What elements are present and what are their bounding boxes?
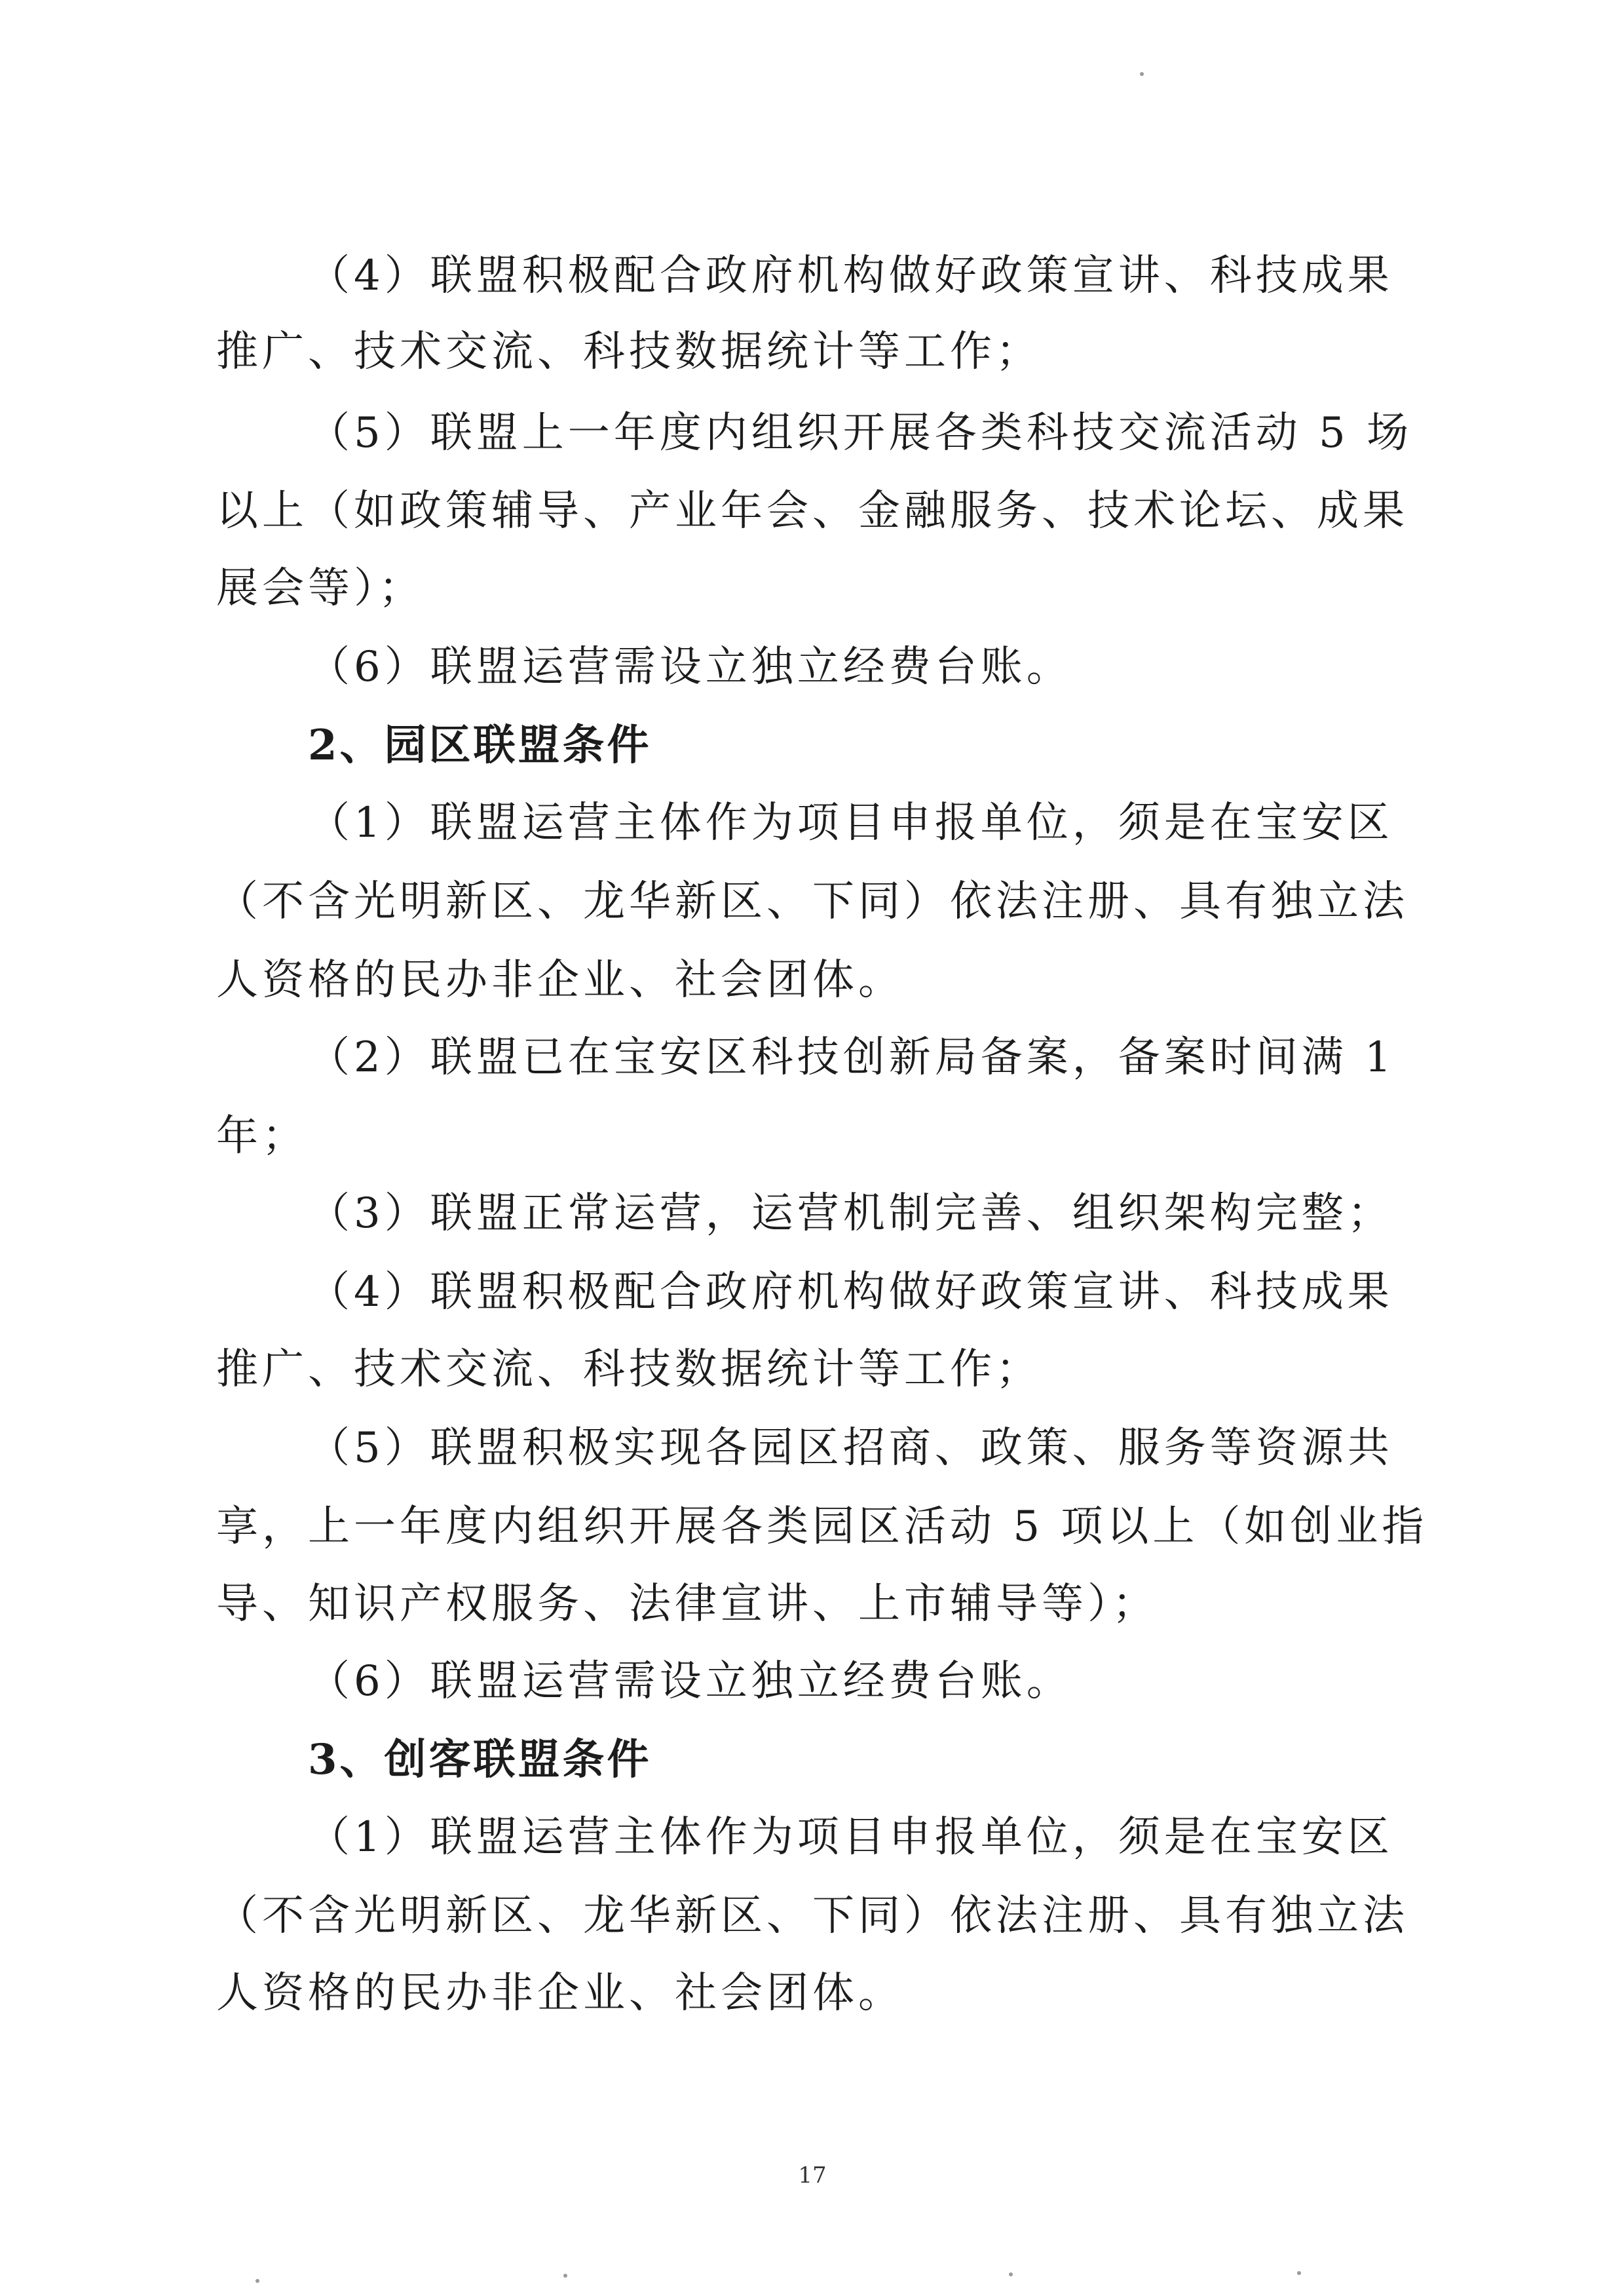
paragraph-line: （1）联盟运营主体作为项目申报单位，须是在宝安区 <box>308 1813 1393 1862</box>
paragraph-line: （4）联盟积极配合政府机构做好政策宣讲、科技成果 <box>308 1268 1393 1316</box>
scan-speck <box>255 2279 259 2283</box>
paragraph-line: 展会等）； <box>216 564 425 613</box>
paragraph-line: 推广、技术交流、科技数据统计等工作； <box>216 1345 1042 1394</box>
scan-speck <box>1009 2272 1013 2276</box>
section-heading: 2、园区联盟条件 <box>308 721 652 770</box>
paragraph-line: 人资格的民办非企业、社会团体。 <box>216 956 904 1004</box>
scan-speck <box>563 2274 567 2278</box>
paragraph-line: （3）联盟正常运营，运营机制完善、组织架构完整； <box>308 1189 1393 1238</box>
section-heading: 3、创客联盟条件 <box>308 1735 652 1784</box>
paragraph-line: 享，上一年度内组织开展各类园区活动 5 项以上（如创业指 <box>216 1502 1428 1551</box>
scan-speck <box>1140 72 1144 76</box>
paragraph-line: 年； <box>216 1112 308 1160</box>
paragraph-line: 导、知识产权服务、法律宣讲、上市辅导等）； <box>216 1580 1158 1628</box>
paragraph-line: 推广、技术交流、科技数据统计等工作； <box>216 328 1042 376</box>
paragraph-line: （不含光明新区、龙华新区、下同）依法注册、具有独立法 <box>216 1892 1408 1940</box>
paragraph-line: （4）联盟积极配合政府机构做好政策宣讲、科技成果 <box>308 252 1393 300</box>
scan-speck <box>1297 2271 1301 2275</box>
paragraph-line: （5）联盟积极实现各园区招商、政策、服务等资源共 <box>308 1424 1393 1472</box>
paragraph-line: 以上（如政策辅导、产业年会、金融服务、技术论坛、成果 <box>216 487 1408 535</box>
paragraph-line: （2）联盟已在宝安区科技创新局备案，备案时间满 1 <box>308 1033 1395 1082</box>
paragraph-line: （6）联盟运营需设立独立经费台账。 <box>308 643 1072 691</box>
paragraph-line: （不含光明新区、龙华新区、下同）依法注册、具有独立法 <box>216 877 1408 926</box>
paragraph-line: 人资格的民办非企业、社会团体。 <box>216 1969 904 2018</box>
page-number: 17 <box>798 2162 827 2189</box>
paragraph-line: （6）联盟运营需设立独立经费台账。 <box>308 1657 1072 1706</box>
paragraph-line: （5）联盟上一年度内组织开展各类科技交流活动 5 场 <box>308 409 1413 457</box>
paragraph-line: （1）联盟运营主体作为项目申报单位，须是在宝安区 <box>308 799 1393 847</box>
